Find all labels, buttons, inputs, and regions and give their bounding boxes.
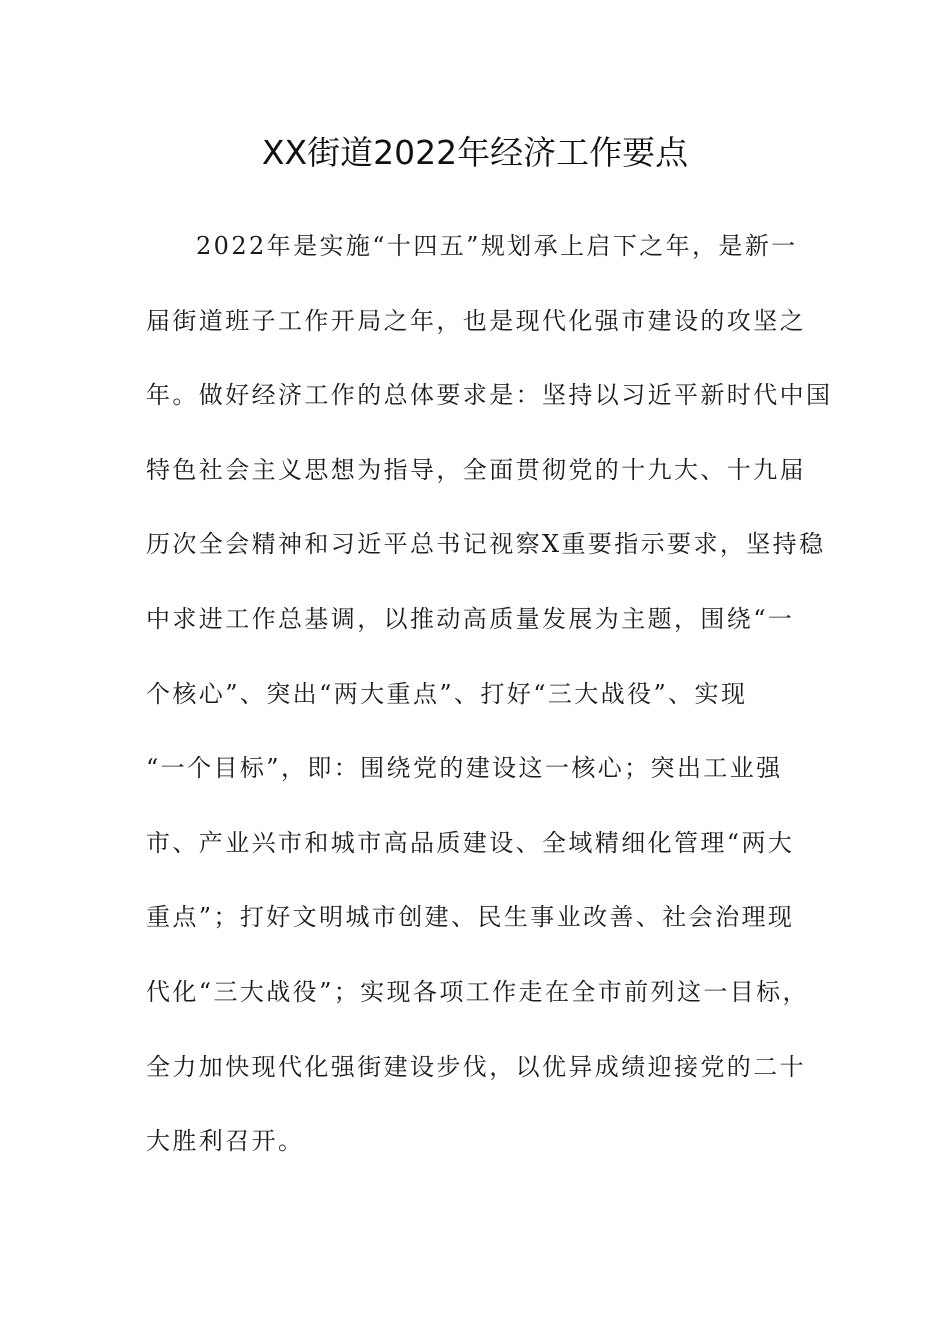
paragraph-line: 个核心”、突出“两大重点”、打好“三大战役”、实现 [146,679,748,708]
paragraph-line: “一个目标”，即：围绕党的建设这一核心；突出工业强 [146,754,783,783]
paragraph-line: 届街道班子工作开局之年，也是现代化强市建设的攻坚之 [146,306,806,335]
paragraph-line: 特色社会主义思想为指导，全面贯彻党的十九大、十九届 [146,455,806,484]
paragraph-line: 代化“三大战役”；实现各项工作走在全市前列这一目标， [146,977,809,1006]
body-paragraph [146,209,833,1179]
paragraph-line: 2022年是实施“十四五”规划承上启下之年，是新一 [196,232,798,260]
paragraph-line: 市、产业兴市和城市高品质建设、全域精细化管理“两大 [146,828,795,857]
document-title: XX街道2022年经济工作要点 [261,133,689,172]
paragraph-line: 大胜利召开。 [146,1127,305,1156]
paragraph-line: 历次全会精神和习近平总书记视察X重要指示要求，坚持稳 [146,530,826,559]
paragraph-line: 全力加快现代化强街建设步伐，以优异成绩迎接党的二十 [146,1052,806,1081]
paragraph-line: 中求进工作总基调，以推动高质量发展为主题，围绕“一 [146,604,795,633]
paragraph-line: 重点”；打好文明城市创建、民生事业改善、社会治理现 [146,903,795,932]
paragraph-line: 年。做好经济工作的总体要求是：坚持以习近平新时代中国 [146,381,833,410]
